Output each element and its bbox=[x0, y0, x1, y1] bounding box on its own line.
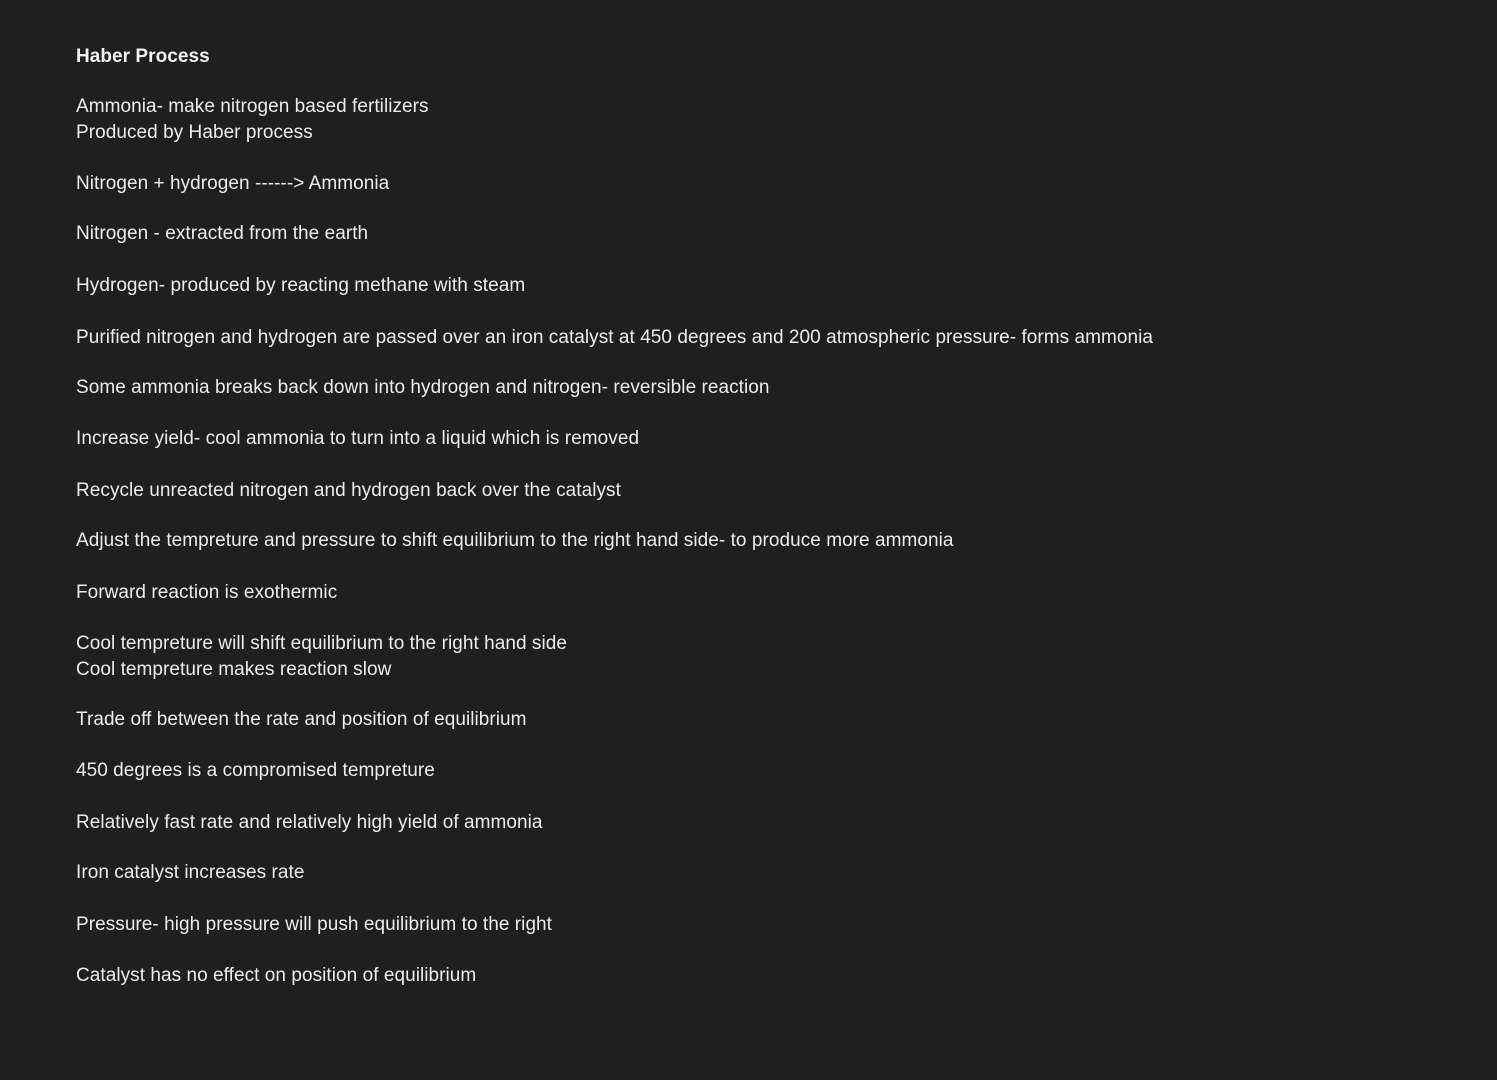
text-line: Catalyst has no effect on position of equilibrium bbox=[76, 965, 477, 986]
text-line: Hydrogen- produced by reacting methane with steam bbox=[76, 275, 526, 296]
text-line: Relatively fast rate and relatively high yield of ammonia bbox=[76, 812, 543, 833]
text-line: Trade off between the rate and position of equilibrium bbox=[76, 709, 527, 730]
text-line: Nitrogen + hydrogen ------> Ammonia bbox=[76, 173, 390, 194]
text-line: Iron catalyst increases rate bbox=[76, 862, 305, 883]
text-line: Purified nitrogen and hydrogen are passed over an iron catalyst at 450 degrees and 200 atmospheric pressure- forms ammonia bbox=[76, 327, 1154, 348]
text-line: Adjust the tempreture and pressure to shift equilibrium to the right hand side- to produce more ammonia bbox=[76, 530, 954, 551]
text-line: 450 degrees is a compromised tempreture bbox=[76, 760, 435, 781]
text-line: Recycle unreacted nitrogen and hydrogen back over the catalyst bbox=[76, 480, 621, 501]
text-line: Some ammonia breaks back down into hydrogen and nitrogen- reversible reaction bbox=[76, 377, 770, 398]
text-line: Produced by Haber process bbox=[76, 122, 313, 143]
text-line: Pressure- high pressure will push equilibrium to the right bbox=[76, 914, 553, 935]
text-line: Cool tempreture makes reaction slow bbox=[76, 659, 392, 680]
text-line: Forward reaction is exothermic bbox=[76, 582, 338, 603]
text-line: Nitrogen - extracted from the earth bbox=[76, 223, 369, 244]
text-line: Cool tempreture will shift equilibrium to the right hand side bbox=[76, 633, 567, 654]
page-title: Haber Process bbox=[76, 46, 210, 67]
text-line: Increase yield- cool ammonia to turn into a liquid which is removed bbox=[76, 428, 640, 449]
text-line: Ammonia- make nitrogen based fertilizers bbox=[76, 96, 429, 117]
